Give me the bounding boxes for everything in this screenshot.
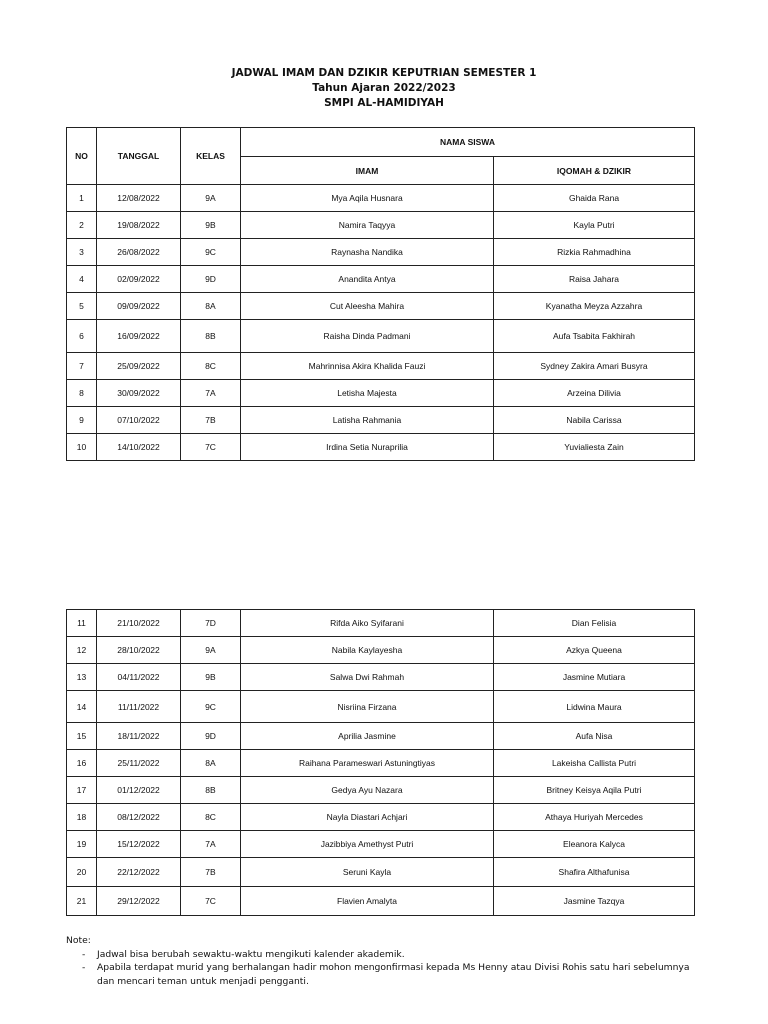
cell-no: 13 xyxy=(67,664,97,691)
cell-imam: Aprilia Jasmine xyxy=(241,723,494,750)
table-row xyxy=(67,293,695,320)
cell-kelas: 9C xyxy=(181,239,241,266)
cell-imam: Jazibbiya Amethyst Putri xyxy=(241,831,494,858)
cell-imam: Raisha Dinda Padmani xyxy=(241,320,494,353)
cell-tanggal: 11/11/2022 xyxy=(97,691,181,723)
cell-no: 1 xyxy=(67,185,97,212)
cell-no: 6 xyxy=(67,320,97,353)
cell-imam: Raihana Parameswari Astuningtiyas xyxy=(241,750,494,777)
table-row xyxy=(67,320,695,353)
cell-imam: Nayla Diastari Achjari xyxy=(241,804,494,831)
cell-iqomah-dzikir: Raisa Jahara xyxy=(494,266,695,293)
cell-no: 11 xyxy=(67,610,97,637)
table-row xyxy=(67,407,695,434)
cell-no: 14 xyxy=(67,691,97,723)
cell-imam: Anandita Antya xyxy=(241,266,494,293)
cell-no: 4 xyxy=(67,266,97,293)
cell-iqomah-dzikir: Britney Keisya Aqila Putri xyxy=(494,777,695,804)
cell-tanggal: 30/09/2022 xyxy=(97,380,181,407)
cell-kelas: 7B xyxy=(181,858,241,887)
cell-kelas: 7C xyxy=(181,434,241,461)
cell-tanggal: 19/08/2022 xyxy=(97,212,181,239)
note-section xyxy=(66,934,706,988)
cell-no: 8 xyxy=(67,380,97,407)
cell-kelas: 7C xyxy=(181,887,241,916)
cell-iqomah-dzikir: Sydney Zakira Amari Busyra xyxy=(494,353,695,380)
cell-no: 17 xyxy=(67,777,97,804)
cell-tanggal: 07/10/2022 xyxy=(97,407,181,434)
cell-tanggal: 22/12/2022 xyxy=(97,858,181,887)
cell-no: 21 xyxy=(67,887,97,916)
cell-imam: Raynasha Nandika xyxy=(241,239,494,266)
cell-iqomah-dzikir: Eleanora Kalyca xyxy=(494,831,695,858)
table-row xyxy=(67,610,695,637)
header-nama-siswa: NAMA SISWA xyxy=(241,128,695,157)
cell-iqomah-dzikir: Kyanatha Meyza Azzahra xyxy=(494,293,695,320)
cell-tanggal: 26/08/2022 xyxy=(97,239,181,266)
table-row xyxy=(67,212,695,239)
table-row xyxy=(67,750,695,777)
table-row xyxy=(67,887,695,916)
cell-imam: Nabila Kaylayesha xyxy=(241,637,494,664)
table-row xyxy=(67,691,695,723)
bullet-dash: - xyxy=(82,948,86,960)
school-name: SMPI AL-HAMIDIYAH xyxy=(324,97,444,109)
table-row xyxy=(67,777,695,804)
cell-imam: Nisriina Firzana xyxy=(241,691,494,723)
cell-kelas: 7A xyxy=(181,380,241,407)
table-row xyxy=(67,804,695,831)
table-row xyxy=(67,185,695,212)
cell-imam: Irdina Setia Nuraprilia xyxy=(241,434,494,461)
cell-imam: Namira Taqyya xyxy=(241,212,494,239)
cell-tanggal: 21/10/2022 xyxy=(97,610,181,637)
cell-imam: Seruni Kayla xyxy=(241,858,494,887)
note-label: Note: xyxy=(66,935,91,946)
cell-no: 19 xyxy=(67,831,97,858)
cell-iqomah-dzikir: Arzeina Dilivia xyxy=(494,380,695,407)
cell-iqomah-dzikir: Lidwina Maura xyxy=(494,691,695,723)
cell-tanggal: 25/11/2022 xyxy=(97,750,181,777)
cell-kelas: 8A xyxy=(181,750,241,777)
cell-iqomah-dzikir: Lakeisha Callista Putri xyxy=(494,750,695,777)
cell-iqomah-dzikir: Jasmine Mutiara xyxy=(494,664,695,691)
bullet-dash: - xyxy=(82,962,86,973)
cell-no: 2 xyxy=(67,212,97,239)
cell-iqomah-dzikir: Jasmine Tazqya xyxy=(494,887,695,916)
cell-iqomah-dzikir: Aufa Nisa xyxy=(494,723,695,750)
header-kelas: KELAS xyxy=(181,128,241,185)
cell-no: 16 xyxy=(67,750,97,777)
cell-tanggal: 12/08/2022 xyxy=(97,185,181,212)
cell-no: 5 xyxy=(67,293,97,320)
cell-iqomah-dzikir: Shafira Althafunisa xyxy=(494,858,695,887)
cell-imam: Rifda Aiko Syifarani xyxy=(241,610,494,637)
cell-iqomah-dzikir: Yuvialiesta Zain xyxy=(494,434,695,461)
header-no: NO xyxy=(67,128,97,185)
cell-imam: Letisha Majesta xyxy=(241,380,494,407)
academic-year: Tahun Ajaran 2022/2023 xyxy=(312,82,456,94)
cell-kelas: 8C xyxy=(181,804,241,831)
cell-iqomah-dzikir: Azkya Queena xyxy=(494,637,695,664)
document-title: JADWAL IMAM DAN DZIKIR KEPUTRIAN SEMESTER 1 xyxy=(231,67,537,79)
table-row xyxy=(67,664,695,691)
cell-kelas: 9D xyxy=(181,266,241,293)
cell-tanggal: 16/09/2022 xyxy=(97,320,181,353)
table-row xyxy=(67,434,695,461)
table-row xyxy=(67,831,695,858)
cell-kelas: 9B xyxy=(181,664,241,691)
cell-iqomah-dzikir: Athaya Huriyah Mercedes xyxy=(494,804,695,831)
header-tanggal: TANGGAL xyxy=(97,128,181,185)
cell-kelas: 9C xyxy=(181,691,241,723)
cell-tanggal: 14/10/2022 xyxy=(97,434,181,461)
cell-no: 7 xyxy=(67,353,97,380)
cell-iqomah-dzikir: Nabila Carissa xyxy=(494,407,695,434)
cell-iqomah-dzikir: Aufa Tsabita Fakhirah xyxy=(494,320,695,353)
cell-tanggal: 29/12/2022 xyxy=(97,887,181,916)
cell-imam: Cut Aleesha Mahira xyxy=(241,293,494,320)
note-text: Apabila terdapat murid yang berhalangan hadir mohon mengonfirmasi kepada Ms Henny atau Divisi Rohis satu hari sebelumnya dan mencari teman untuk menjadi pengganti. xyxy=(97,962,690,987)
schedule-table-part-1 xyxy=(66,127,695,461)
cell-kelas: 9B xyxy=(181,212,241,239)
cell-iqomah-dzikir: Ghaida Rana xyxy=(494,185,695,212)
cell-no: 20 xyxy=(67,858,97,887)
table-row xyxy=(67,353,695,380)
cell-tanggal: 09/09/2022 xyxy=(97,293,181,320)
cell-no: 18 xyxy=(67,804,97,831)
cell-imam: Flavien Amalyta xyxy=(241,887,494,916)
cell-imam: Mya Aqila Husnara xyxy=(241,185,494,212)
cell-no: 15 xyxy=(67,723,97,750)
cell-kelas: 8C xyxy=(181,353,241,380)
cell-no: 12 xyxy=(67,637,97,664)
table-row xyxy=(67,858,695,887)
cell-no: 3 xyxy=(67,239,97,266)
cell-kelas: 8B xyxy=(181,320,241,353)
cell-tanggal: 04/11/2022 xyxy=(97,664,181,691)
cell-kelas: 7B xyxy=(181,407,241,434)
cell-tanggal: 08/12/2022 xyxy=(97,804,181,831)
table-row xyxy=(67,239,695,266)
schedule-table-part-2 xyxy=(66,609,695,916)
cell-imam: Mahrinnisa Akira Khalida Fauzi xyxy=(241,353,494,380)
cell-kelas: 9D xyxy=(181,723,241,750)
cell-no: 10 xyxy=(67,434,97,461)
table-row xyxy=(67,266,695,293)
cell-tanggal: 02/09/2022 xyxy=(97,266,181,293)
cell-kelas: 7D xyxy=(181,610,241,637)
note-text: Jadwal bisa berubah sewaktu-waktu mengikuti kalender akademik. xyxy=(97,948,405,960)
cell-kelas: 7A xyxy=(181,831,241,858)
cell-no: 9 xyxy=(67,407,97,434)
header-imam: IMAM xyxy=(241,157,494,185)
cell-kelas: 9A xyxy=(181,637,241,664)
cell-tanggal: 28/10/2022 xyxy=(97,637,181,664)
cell-kelas: 8A xyxy=(181,293,241,320)
cell-iqomah-dzikir: Kayla Putri xyxy=(494,212,695,239)
note-item xyxy=(66,948,706,962)
cell-tanggal: 01/12/2022 xyxy=(97,777,181,804)
note-item xyxy=(66,961,706,988)
cell-iqomah-dzikir: Rizkia Rahmadhina xyxy=(494,239,695,266)
cell-tanggal: 15/12/2022 xyxy=(97,831,181,858)
cell-kelas: 8B xyxy=(181,777,241,804)
table-row xyxy=(67,723,695,750)
table-row xyxy=(67,637,695,664)
cell-tanggal: 18/11/2022 xyxy=(97,723,181,750)
note-list xyxy=(66,948,706,989)
cell-imam: Latisha Rahmania xyxy=(241,407,494,434)
cell-iqomah-dzikir: Dian Felisia xyxy=(494,610,695,637)
cell-tanggal: 25/09/2022 xyxy=(97,353,181,380)
cell-imam: Gedya Ayu Nazara xyxy=(241,777,494,804)
cell-kelas: 9A xyxy=(181,185,241,212)
cell-imam: Salwa Dwi Rahmah xyxy=(241,664,494,691)
header-iqomah-dzikir: IQOMAH & DZIKIR xyxy=(494,157,695,185)
table-row xyxy=(67,380,695,407)
